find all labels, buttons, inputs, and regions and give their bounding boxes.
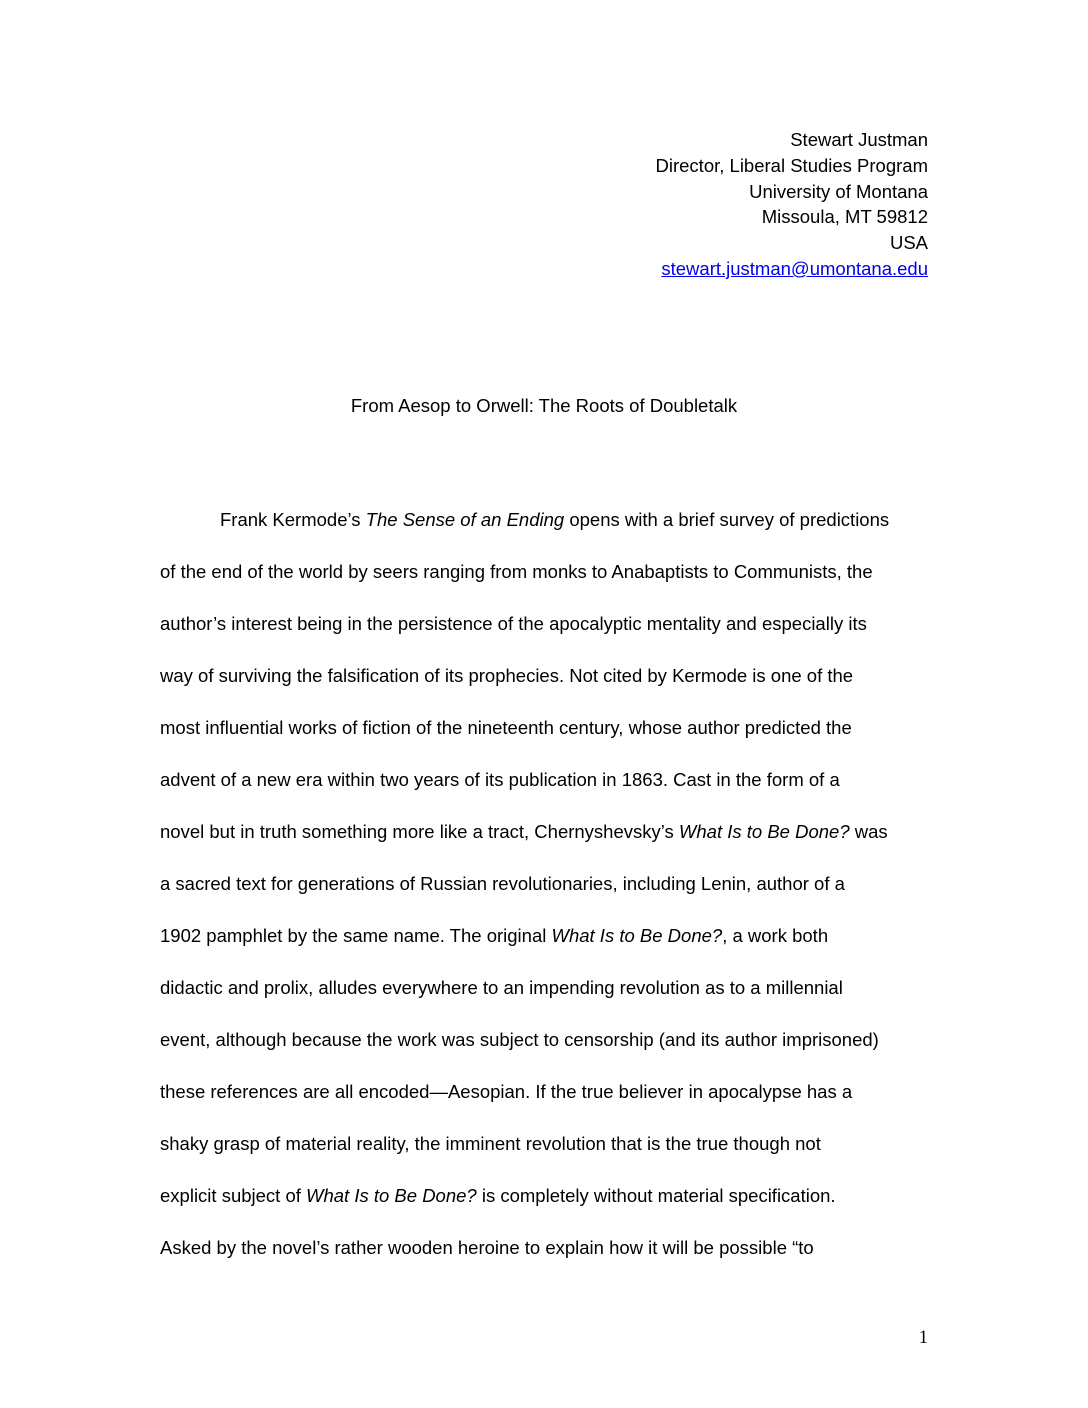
italic-title: The Sense of an Ending (365, 509, 565, 530)
italic-title: What Is to Be Done? (551, 925, 723, 946)
body-line-14: explicit subject of What Is to Be Done? is completely without material specification. (160, 1185, 836, 1206)
body-line-13: shaky grasp of material reality, the imminent revolution that is the true though not (160, 1133, 821, 1154)
author-header (656, 127, 928, 282)
body-line-6: advent of a new era within two years of its publication in 1863. Cast in the form of a (160, 769, 840, 790)
page-number: 1 (918, 1328, 928, 1348)
body-line-7: novel but in truth something more like a tract, Chernyshevsky’s What Is to Be Done? was (160, 821, 888, 842)
author-position: Director, Liberal Studies Program (655, 154, 928, 176)
body-line-9: 1902 pamphlet by the same name. The original What Is to Be Done?, a work both (160, 925, 829, 946)
body-line-15: Asked by the novel’s rather wooden heroine to explain how it will be possible “to (160, 1237, 814, 1258)
body-line-4: way of surviving the falsification of its prophecies. Not cited by Kermode is one of the (160, 665, 854, 686)
author-city: Missoula, MT 59812 (761, 206, 928, 228)
author-country: USA (889, 232, 928, 254)
italic-title: What Is to Be Done? (306, 1185, 477, 1206)
body-line-10: didactic and prolix, alludes everywhere to an impending revolution as to a millennial (160, 977, 843, 998)
body-line-8: a sacred text for generations of Russian revolutionaries, including Lenin, author of a (160, 873, 845, 894)
body-line-1: Frank Kermode’s The Sense of an Ending opens with a brief survey of predictions (220, 509, 890, 530)
document-title: From Aesop to Orwell: The Roots of Doubletalk (350, 395, 738, 416)
author-institution: University of Montana (749, 180, 928, 202)
body-paragraph (160, 494, 960, 1274)
italic-title: What Is to Be Done? (678, 821, 850, 842)
author-email-link[interactable]: stewart.justman@umontana.edu (661, 257, 928, 279)
body-line-12: these references are all encoded—Aesopian. If the true believer in apocalypse has a (160, 1081, 853, 1102)
body-line-3: author’s interest being in the persistence of the apocalyptic mentality and especially its (160, 613, 867, 634)
body-line-11: event, although because the work was subject to censorship (and its author imprisoned) (160, 1029, 879, 1050)
author-name: Stewart Justman (790, 129, 928, 150)
body-line-5: most influential works of fiction of the nineteenth century, whose author predicted the (160, 717, 852, 738)
body-line-2: of the end of the world by seers ranging from monks to Anabaptists to Communists, the (160, 561, 873, 582)
